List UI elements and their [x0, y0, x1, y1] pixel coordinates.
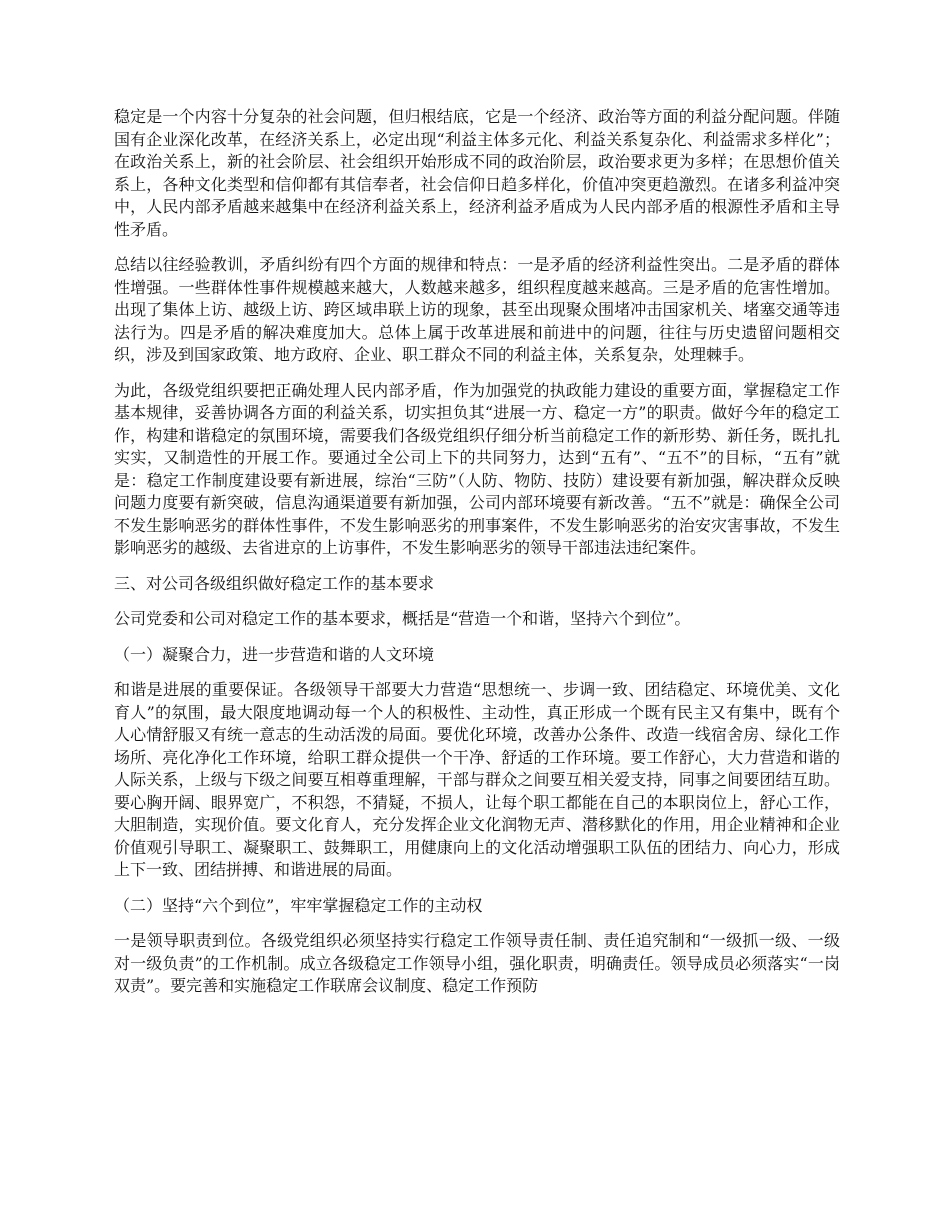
- document-body: [114, 106, 840, 1011]
- paragraph-five-haves-five-nots: 为此，各级党组织要把正确处理人民内部矛盾，作为加强党的执政能力建设的重要方面，掌握稳定工作基本规律，妥善协调各方面的利益关系，切实担负其“进展一方、稳定一方”的职责。做好今年的稳定工作，构建和谐稳定的氛围环境，需要我们各级党组织仔细分析当前稳定工作的新形势、新任务，既扎扎实实，又制造性的开展工作。要通过全公司上下的共同努力，达到“五有”、“五不”的目标，“五有”就是：稳定工作制度建设要有新进展，综治“三防”（人防、物防、技防）建设要有新加强，解决群众反映问题力度要有新突破，信息沟通渠道要有新加强，公司内部环境要有新改善。“五不”就是：确保全公司不发生影响恶劣的群体性事件，不发生影响恶劣的刑事案件，不发生影响恶劣的治安灾害事故，不发生影响恶劣的越级、去省进京的上访事件，不发生影响恶劣的领导干部违法违纪案件。: [114, 380, 840, 557]
- paragraph-economic-interests: 稳定是一个内容十分复杂的社会问题，但归根结底，它是一个经济、政治等方面的利益分配问题。伴随国有企业深化改革，在经济关系上，必定出现“利益主体多元化、利益关系复杂化、利益需求多样化”；在政治关系上，新的社会阶层、社会组织开始形成不同的政治阶层，政治要求更为多样；在思想价值关系上，各种文化类型和信仰都有其信奉者，社会信仰日趋多样化，价值冲突更趋激烈。在诸多利益冲突中，人民内部矛盾越来越集中在经济利益关系上，经济利益矛盾成为人民内部矛盾的根源性矛盾和主导性矛盾。: [114, 107, 840, 239]
- paragraph-leadership-duty: 一是领导职责到位。各级党组织必须坚持实行稳定工作领导责任制、责任追究制和“一级抓一级、一级对一级负责”的工作机制。成立各级稳定工作领导小组，强化职责，明确责任。领导成员必须落实“一岗双责”。要完善和实施稳定工作联席会议制度、稳定工作预防: [114, 931, 840, 995]
- paragraph-requirements-summary: 公司党委和公司对稳定工作的基本要求，概括是“营造一个和谐，坚持六个到位”。: [114, 609, 691, 628]
- section-heading-basic-requirements: 三、对公司各级组织做好稳定工作的基本要求: [114, 573, 435, 593]
- paragraph-harmony-environment: 和谐是进展的重要保证。各级领导干部要大力营造“思想统一、步调一致、团结稳定、环境优美、文化育人”的氛围，最大限度地调动每一个人的积极性、主动性，真正形成一个既有民主又有集中，既有个人心情舒服又有统一意志的生动活泼的局面。要优化环境，改善办公条件、改造一线宿舍房、绿化工作场所、亮化净化工作环境，给职工群众提供一个干净、舒适的工作环境。要工作舒心，大力营造和谐的人际关系，上级与下级之间要互相尊重理解，干部与群众之间要互相关爱支持，同事之间要团结互助。要心胸开阔、眼界宽广，不积怨，不猜疑，不损人，让每个职工都能在自己的本职岗位上，舒心工作，大胆制造，实现价值。要文化育人，充分发挥企业文化润物无声、潜移默化的作用，用企业精神和企业价值观引导职工、凝聚职工、鼓舞职工，用健康向上的文化活动增强职工队伍的团结力、向心力，形成上下一致、团结拼搏、和谐进展的局面。: [114, 680, 840, 879]
- subheading-cohesion: （一）凝聚合力，进一步营造和谐的人文环境: [114, 644, 435, 664]
- subheading-six-in-place: （二）坚持“六个到位”，牢牢掌握稳定工作的主动权: [114, 895, 483, 915]
- paragraph-contradiction-patterns: 总结以往经验教训，矛盾纠纷有四个方面的规律和特点：一是矛盾的经济利益性突出。二是矛盾的群体性增强。一些群体性事件规模越来越大，人数越来越多，组织程度越来越高。三是矛盾的危害性增加。出现了集体上访、越级上访、跨区域串联上访的现象，甚至出现聚众围堵冲击国家机关、堵塞交通等违法行为。四是矛盾的解决难度加大。总体上属于改革进展和前进中的问题，往往与历史遗留问题相交织，涉及到国家政策、地方政府、企业、职工群众不同的利益主体，关系复杂，处理棘手。: [114, 255, 840, 364]
